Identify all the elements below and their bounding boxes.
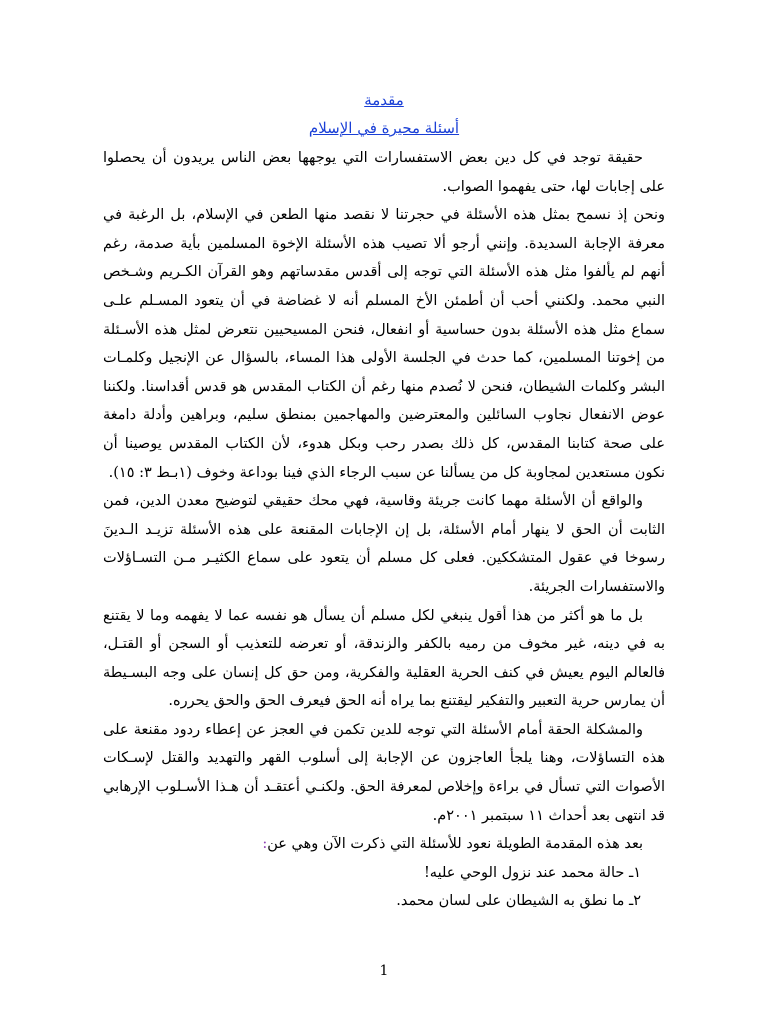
paragraph: ونحن إذ نسمح بمثل هذه الأسئلة في حجرتنا لا نقصد منها الطعن في الإسلام، بل الرغبة في معرفة الإجابة السديدة. وإنني أرجو ألا تصيب هذه الأسئلة الإخوة المسلمين بأية صدمة، رغم أنهم لم يألفوا مثل هذه الأسئلة التي توجه إلى أقدس مقدساتهم وهو القرآن الكـريم وشـخص النبي محمد. ولكنني أحب أن أطمئن الأخ المسلم أنه لا غضاضة في أن يتعود المسـلم علـى سماع مثل هذه الأسئلة بدون حساسية أو انفعال، فنحن المسيحيين نتعرض لمثل هذه الأسـئلة من إخوتنا المسلمين، كما حدث في الجلسة الأولى هذا المساء، بالسؤال عن الإنجيل وكلمـات البشر وكلمات الشيطان، فنحن لا نُصدم منها رغم أن الكتاب المقدس هو قدس أقداسنا. ولكننا عوض الانفعال نجاوب السائلين والمعترضين والمهاجمين بمنطق سليم، وبراهين وأدلة دامغة على صحة كتابنا المقدس، كل ذلك بصدر رحب وبكل هدوء، لأن الكتاب المقدس يوصينا أن نكون مستعدين لمجاوبة كل من يسألنا عن سبب الرجاء الذي فينا بوداعة وخوف (١بـط ٣: ١٥). (103, 207, 665, 481)
intro-colon: : (262, 836, 268, 853)
intro-line: بعد هذه المقدمة الطويلة نعود للأسئلة التي ذكرت الآن وهي عن (267, 836, 643, 853)
document-page (103, 90, 665, 916)
paragraph: بل ما هو أكثر من هذا أقول ينبغي لكل مسلم أن يسأل هو نفسه عما لا يفهمه وما لا يقتنع به في دينه، غير مخوف من رميه بالكفر والزندقة، أو تعرضه للتعذيب أو السجن أو القتـل، فالعالم اليوم يعيش في كنف الحرية العقلية والفكرية، ومن حق كل إنسان على وجه البسـيطة أن يمارس حرية التعبير والتفكير ليقتنع بما يراه أنه الحق فيعرف الحق والحق يحرره. (103, 607, 665, 710)
paragraph: حقيقة توجد في كل دين بعض الاستفسارات التي يوجهها بعض الناس يريدون أن يحصلوا على إجابات لها، حتى يفهموا الصواب. (103, 150, 665, 195)
document-subtitle: أسئلة محيرة في الإسلام (308, 119, 460, 137)
document-title: مقدمة (364, 91, 404, 109)
paragraph: والواقع أن الأسئلة مهما كانت جريئة وقاسية، فهي محك حقيقي لتوضيح معدن الدين، فمن الثابت أن الحق لا ينهار أمام الأسئلة، بل إن الإجابات المقنعة على هذه الأسئلة تزيـد الـدينَ رسوخا في عقول المتشككين. فعلى كل مسلم أن يتعود على سماع الكثيـر مـن التسـاؤلات والاستفسارات الجريئة. (103, 493, 665, 595)
paragraph: والمشكلة الحقة أمام الأسئلة التي توجه للدين تكمن في العجز عن إعطاء ردود مقنعة على هذه التساؤلات، وهنا يلجأ العاجزون عن الإجابة إلى أسلوب القهر والتهديد والقتل لإسـكات الأصوات التي تسأل في براءة وإخلاص لمعرفة الحق. ولكنـي أعتقـد أن هـذا الأسـلوب الإرهابي قد انتهى بعد أحداث ١١ سبتمبر ٢٠٠١م. (103, 721, 665, 824)
document-body (103, 144, 665, 916)
list-item: ١ـ حالة محمد عند نزول الوحي عليه! (423, 864, 641, 881)
intro-paragraph (103, 830, 665, 859)
page-number: 1 (379, 963, 389, 979)
list-item: ٢ـ ما نطق به الشيطان على لسان محمد. (396, 893, 641, 910)
